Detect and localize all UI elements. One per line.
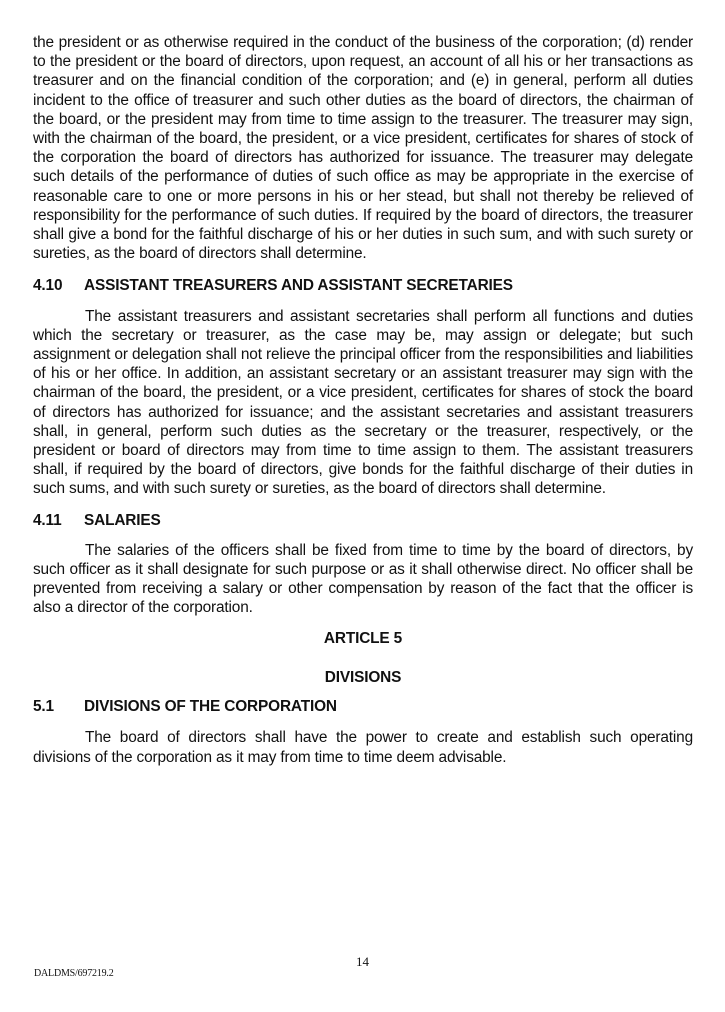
section-heading-4-11 xyxy=(33,511,693,530)
section-title: DIVISIONS OF THE CORPORATION xyxy=(84,698,337,716)
section-heading-5-1 xyxy=(33,697,693,716)
section-number: 4.10 xyxy=(33,277,63,295)
document-id: DALDMS/697219.2 xyxy=(34,968,114,979)
section-number: 4.11 xyxy=(33,511,62,529)
document-body xyxy=(33,33,693,767)
assistant-officers-paragraph: The assistant treasurers and assistant secretaries shall perform all functions and duties which the secretary or treasurer, as the case may be, may assign or delegate; but such assignment or delegation shall not relieve the principal officer from the responsibilities and liabilities of his or her office. In addition, an assistant secretary or an assistant treasurer may sign with the chairman of the board, the president, or a vice president, certificates for shares of stock the board of directors has authorized for issuance; and the assistant secretaries and assistant treasurers shall, in general, perform such duties as the secretary or the treasurer, respectively, or the president or board of directors may from time to time assign to them. The assistant treasurers shall, if required by the board of directors, give bonds for the faithful discharge of their duties in such sums, and with such surety or sureties, as the board of directors shall determine. xyxy=(33,307,693,498)
section-number: 5.1 xyxy=(33,698,54,716)
treasurer-duties-paragraph: the president or as otherwise required in the conduct of the business of the corporation; (d) render to the president or the board of directors, upon request, an account of all his or her transactions as treasurer and on the financial condition of the corporation; and (e) in general, perform all duties incident to the office of treasurer and such other duties as the board of directors, the chairman of the board, or the president may from time to time assign to the treasurer. The treasurer may sign, with the chairman of the board, the president, or a vice president, certificates for shares of stock of the corporation the board of directors has authorized for issuance. The treasurer may delegate such details of the performance of duties of such office as may be appropriate in the exercise of reasonable care to one or more persons in his or her stead, but shall not thereby be relieved of responsibility for the performance of such duties. If required by the board of directors, the treasurer shall give a bond for the faithful discharge of his or her duties in such sum, and with such surety or sureties, as the board of directors shall determine. xyxy=(33,34,693,263)
article-title: DIVISIONS xyxy=(324,668,402,686)
section-title: SALARIES xyxy=(84,511,161,529)
section-heading-4-10 xyxy=(33,276,693,295)
page-number: 14 xyxy=(356,954,369,969)
section-title: ASSISTANT TREASURERS AND ASSISTANT SECRETARIES xyxy=(84,277,513,295)
salaries-paragraph: The salaries of the officers shall be fixed from time to time by the board of directors, by such officer as it shall designate for such purpose or as it shall otherwise direct. No officer shall be prevented from receiving a salary or other compensation by reason of the fact that the officer is also a director of the corporation. xyxy=(33,541,693,617)
article-label: ARTICLE 5 xyxy=(323,629,403,647)
divisions-paragraph: The board of directors shall have the power to create and establish such operating divisions of the corporation as it may from time to time deem advisable. xyxy=(33,729,693,766)
